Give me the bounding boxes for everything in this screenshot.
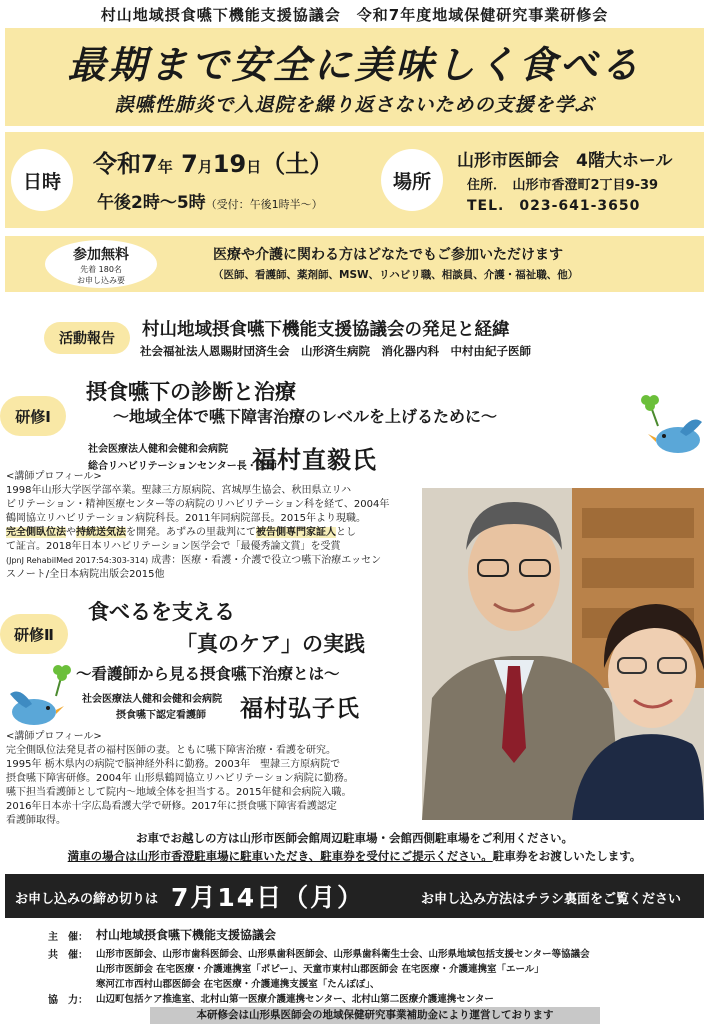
cohost-line: 寒河江市西村山郡医師会 在宅医療・介護連携支援室「たんぽぽ」、: [96, 979, 380, 990]
profile-line: 完全側臥位法や持続送気法を開発。あずみの里裁判にて被告側専門家証人とし: [6, 527, 356, 538]
cohost-line: 山形市医師会、山形市歯科医師会、山形県歯科医師会、山形県歯科衛生士会、山形県地域包括支援センター等協議会: [96, 949, 590, 960]
deadline-bar: [5, 874, 704, 918]
participation-band: [5, 236, 704, 292]
organizer-header: 村山地域摂食嚥下機能支援協議会 令和7年度地域保健研究事業研修会: [100, 6, 609, 24]
session2-title-line1: 食べるを支える: [88, 600, 235, 624]
session2-profile: [6, 730, 418, 828]
profile-line: ビリテーション・精神医療センター等の病院のリハビリテーション科を経て、2004年: [6, 499, 390, 510]
session2-subtitle: ～看護師から見る摂食嚥下治療とは～: [76, 665, 340, 683]
highlight-term: 被告側専門家証人: [256, 527, 336, 538]
session1-profile: [6, 470, 416, 582]
profile-line: 1998年山形大学医学部卒業。聖隷三方原病院、宮城厚生協会、秋田県立リハ: [6, 485, 352, 496]
session1-speaker-name: 福村直毅氏: [252, 446, 377, 474]
free-badge: [45, 240, 157, 288]
date-month-unit: 月: [197, 158, 213, 176]
parking-note: お車でお越しの方は山形市医師会館周辺駐車場・会館西側駐車場をご利用ください。: [136, 831, 573, 845]
profile-line: 鶴岡協立リハビリテーション病院科長。2011年同病院部長。2015年より現職。: [6, 513, 366, 524]
profile-line: 嚥下担当看護師として院内～地域全体を担当する。2015年健和会病院入職。: [6, 787, 352, 798]
date-day: 19: [212, 150, 247, 178]
venue-tel: TEL. 023-641-3650: [467, 198, 641, 214]
date-year-unit: 年: [157, 158, 173, 176]
profile-line: (JpnJ RehabilMed 2017:54:303-314) 成書：医療・看護・介護で役立つ嚥下治療エッセン: [6, 555, 382, 566]
cohost-line: 山形市医師会 在宅医療・介護連携室「ポピー」、天童市東村山郡医師会 在宅医療・介護連携室「エール」: [96, 964, 544, 975]
profile-line: スノート/全日本病院出版会2015他: [6, 569, 165, 580]
date-year: 7: [141, 150, 158, 178]
deadline-date: 7月14日（月）: [171, 883, 365, 912]
host-name: 村山地域摂食嚥下機能支援協議会: [96, 928, 277, 942]
session1-subtitle: ～地域全体で嚥下障害治療のレベルを上げるために～: [113, 407, 498, 426]
profile-line: 完全側臥位法発見者の福村医師の妻。ともに嚥下障害治療・看護を研究。: [6, 745, 336, 756]
host-label: 主 催：: [48, 932, 88, 943]
session2-title-line2: 「真のケア」の実践: [176, 632, 365, 656]
parking-lot-name: 山形市香澄駐車場: [136, 849, 229, 863]
sub-title: 誤嚥性肺炎で入退院を繰り返さないための支援を学ぶ: [114, 94, 595, 116]
deadline-label: お申し込みの締め切りは: [15, 892, 159, 907]
cooperation-label: 協 力：: [48, 995, 88, 1006]
session2-label: 研修Ⅱ: [0, 614, 68, 654]
free-title: 参加無料: [73, 247, 129, 263]
bird-clover-icon: [4, 664, 78, 734]
profile-header: <講師プロフィール>: [6, 731, 102, 742]
profile-line: 1995年 栃木県内の病院で脳神経外科に勤務。2003年 聖隷三方原病院で: [6, 759, 341, 770]
registration-note: お申し込み要: [77, 276, 125, 285]
profile-header: <講師プロフィール>: [6, 471, 102, 482]
session1-title: 摂食嚥下の診断と治療: [86, 380, 296, 404]
citation: (JpnJ RehabilMed 2017:54:303-314): [6, 556, 149, 565]
time-range: 午後2時～5時: [97, 193, 206, 213]
highlight-term: 持続送気法: [76, 527, 126, 538]
date-day-unit: 日: [246, 158, 262, 176]
profile-line: 摂食嚥下障害研修。2004年 山形県鶴岡協立リハビリテーション病院に勤務。: [6, 773, 354, 784]
profile-line: て証言。2018年日本リハビリテーション医学会で「最優秀論文賞」を受賞: [6, 541, 341, 552]
bird-clover-icon: [636, 392, 706, 466]
date-era: 令和: [93, 150, 141, 178]
title-band: [5, 28, 704, 126]
session1-position: 総合リハビリテーションセンター長・医師: [88, 461, 277, 472]
info-band: [5, 132, 704, 228]
activity-report-label: 活動報告: [44, 322, 130, 354]
event-date: [93, 144, 333, 179]
highlight-term: 完全側臥位法: [6, 527, 66, 538]
session1-label: 研修Ⅰ: [0, 396, 66, 436]
cohost-label: 共 催：: [48, 950, 88, 961]
date-month: 7: [181, 150, 198, 178]
venue-address: 住所． 山形市香澄町2丁目9-39: [467, 178, 659, 193]
participation-sub: （医師、看護師、薬剤師、MSW、リハビリ職、相談員、介護・福祉職、他）: [213, 269, 579, 281]
venue-label-badge: 場所: [381, 149, 443, 211]
speakers-photo: [422, 488, 704, 820]
venue-name: 山形市医師会 4階大ホール: [457, 151, 673, 171]
reception-time: （受付：午後1時半～）: [205, 198, 323, 211]
activity-report-title: 村山地域摂食嚥下機能支援協議会の発足と経緯: [142, 320, 510, 340]
capacity-note: 先着 180名: [80, 265, 122, 274]
session2-org: 社会医療法人健和会健和会病院: [82, 694, 222, 705]
funding-footer: 本研修会は山形県医師会の地域保健研究事業補助金により運営しております: [150, 1007, 600, 1024]
participation-main: 医療や介護に関わる方はどなたでもご参加いただけます: [213, 247, 563, 263]
event-time: [97, 188, 323, 213]
session2-speaker-name: 福村弘子氏: [240, 696, 360, 722]
activity-report-speaker: 社会福祉法人恩賜財団済生会 山形済生病院 消化器内科 中村由紀子医師: [140, 344, 531, 358]
date-weekday: （土）: [261, 150, 334, 178]
main-title: 最期まで安全に美味しく食べる: [67, 43, 642, 87]
session2-position: 摂食嚥下認定看護師: [116, 710, 206, 721]
profile-line: 看護師取得。: [6, 815, 66, 826]
date-label-badge: 日時: [11, 149, 73, 211]
application-method: お申し込み方法はチラシ裏面をご覧ください: [421, 892, 682, 907]
parking-note-overflow: 満車の場合は山形市香澄駐車場に駐車いただき、駐車券を受付にご提示ください。駐車券をお渡しいたします。: [67, 849, 642, 863]
cooperation-line: 山辺町包括ケア推進室、北村山第一医療介護連携センター、北村山第二医療介護連携センター: [96, 994, 494, 1005]
session1-org: 社会医療法人健和会健和会病院: [88, 444, 228, 455]
profile-line: 2016年日本赤十字広島看護大学で研修。2017年に摂食嚥下障害看護認定: [6, 801, 337, 812]
